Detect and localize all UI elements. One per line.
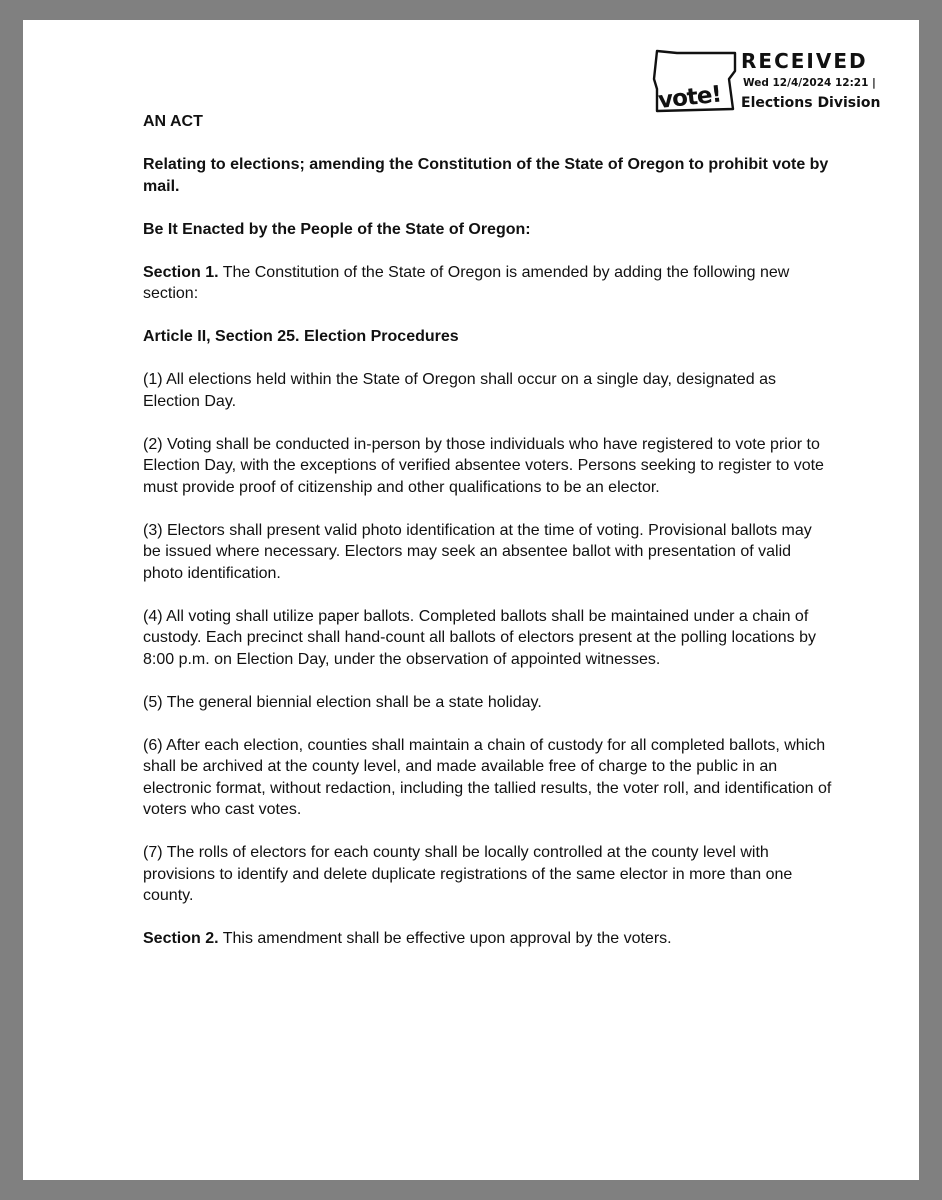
stamp-received-label: RECEIVED xyxy=(741,49,868,73)
paragraph-6: (6) After each election, counties shall maintain a chain of custody for all completed ballots, which shall be archived at the county level, and made available free of charge to the public in an electronic format, without redaction, including the tallied results, the voter roll, and identification of voters who cast votes. xyxy=(143,736,832,818)
document-body xyxy=(143,111,833,971)
paragraph-7: (7) The rolls of electors for each county shall be locally controlled at the county level with provisions to identify and delete duplicate registrations of the same elector in more than one county. xyxy=(143,844,793,904)
document-page xyxy=(23,20,919,1180)
paragraph-3: (3) Electors shall present valid photo identification at the time of voting. Provisional ballots may be issued where necessary. Electors may seek an absentee ballot with presentation of valid photo identification. xyxy=(143,521,812,582)
paragraph-2: (2) Voting shall be conducted in-person by those individuals who have registered to vote prior to Election Day, with the exceptions of verified absentee voters. Persons seeking to register to vote must provide proof of citizenship and other qualifications to be an elector. xyxy=(143,435,824,496)
article-title: Article II, Section 25. Election Procedures xyxy=(143,328,459,345)
received-stamp xyxy=(651,49,881,117)
stamp-division: Elections Division xyxy=(741,95,881,111)
section-2 xyxy=(143,928,833,950)
stamp-datetime: Wed 12/4/2024 12:21 | xyxy=(743,77,876,89)
relating-clause: Relating to elections; amending the Constitution of the State of Oregon to prohibit vote by mail. xyxy=(143,156,829,195)
oregon-vote-logo xyxy=(651,49,739,115)
section-2-text: This amendment shall be effective upon approval by the voters. xyxy=(218,930,672,947)
enacting-clause: Be It Enacted by the People of the State of Oregon: xyxy=(143,220,531,238)
act-heading: AN ACT xyxy=(143,113,203,130)
section-1 xyxy=(143,262,833,305)
paragraph-1: (1) All elections held within the State of Oregon shall occur on a single day, designated as Election Day. xyxy=(143,371,776,410)
svg-text:vote!: vote! xyxy=(656,81,723,114)
section-1-text: The Constitution of the State of Oregon is amended by adding the following new section: xyxy=(143,263,790,302)
section-1-label: Section 1. xyxy=(143,263,219,281)
paragraph-5: (5) The general biennial election shall be a state holiday. xyxy=(143,693,542,711)
section-2-label: Section 2. xyxy=(143,930,219,947)
paragraph-4: (4) All voting shall utilize paper ballots. Completed ballots shall be maintained under a chain of custody. Each precinct shall hand-count all ballots of electors present at the polling locations by 8:00 p.m. on Election Day, under the observation of appointed witnesses. xyxy=(143,607,816,668)
